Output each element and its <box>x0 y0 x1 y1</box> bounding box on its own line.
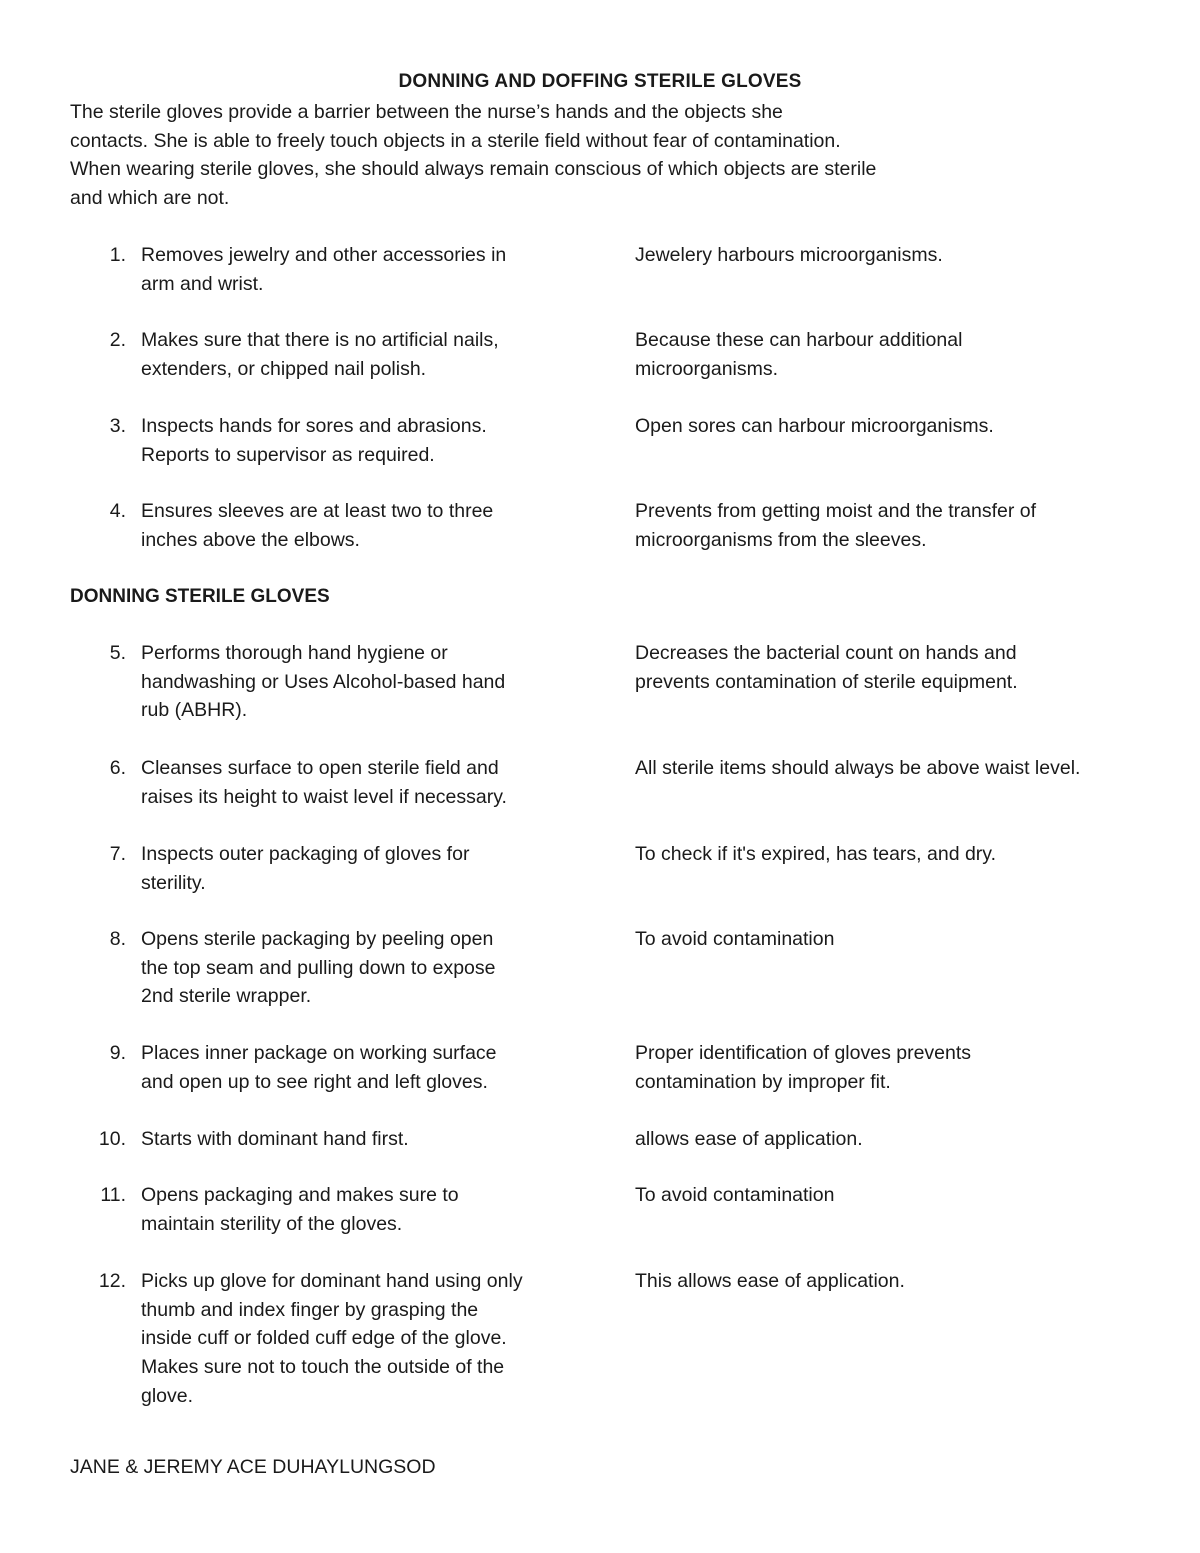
step-number: 4. <box>109 500 126 522</box>
step-description: Opens sterile packaging by peeling open the top seam and pulling down to expose 2nd sterile wrapper. <box>141 928 496 1008</box>
step-description: Inspects hands for sores and abrasions. Reports to supervisor as required. <box>141 415 487 466</box>
step-number: 3. <box>109 415 126 437</box>
step-rationale: Jewelery harbours microorganisms. <box>635 244 943 266</box>
step-description: Removes jewelry and other accessories in arm and wrist. <box>141 244 507 295</box>
step-number: 6. <box>109 757 126 779</box>
step-number: 10. <box>98 1128 126 1150</box>
step-description: Opens packaging and makes sure to maintain sterility of the gloves. <box>141 1184 459 1235</box>
step-description: Ensures sleeves are at least two to three inches above the elbows. <box>141 500 494 551</box>
step-rationale: To check if it's expired, has tears, and dry. <box>635 843 997 865</box>
footer-author: JANE & JEREMY ACE DUHAYLUNGSOD <box>70 1456 436 1478</box>
document-title: DONNING AND DOFFING STERILE GLOVES <box>398 71 802 92</box>
step-number: 1. <box>109 244 126 266</box>
step-rationale: Decreases the bacterial count on hands and prevents contamination of sterile equipment. <box>635 642 1018 693</box>
step-description: Inspects outer packaging of gloves for sterility. <box>141 843 470 894</box>
intro-paragraph <box>70 98 1070 212</box>
step-number: 12. <box>98 1270 126 1292</box>
intro-line: contacts. She is able to freely touch objects in a sterile field without fear of contamination. <box>70 129 841 152</box>
step-rationale: This allows ease of application. <box>635 1270 905 1292</box>
step-rationale: allows ease of application. <box>635 1128 863 1150</box>
step-number: 9. <box>109 1042 126 1064</box>
step-number: 8. <box>109 928 126 950</box>
step-number: 2. <box>109 329 126 351</box>
step-rationale: Prevents from getting moist and the transfer of microorganisms from the sleeves. <box>635 500 1037 551</box>
section-heading-donning: DONNING STERILE GLOVES <box>70 586 330 607</box>
step-number: 11. <box>100 1184 126 1206</box>
step-description: Cleanses surface to open sterile field and raises its height to waist level if necessary. <box>141 757 507 808</box>
step-rationale: Because these can harbour additional microorganisms. <box>635 329 963 380</box>
step-rationale: Open sores can harbour microorganisms. <box>635 415 994 437</box>
step-number: 5. <box>109 642 126 664</box>
intro-line: The sterile gloves provide a barrier between the nurse’s hands and the objects she <box>70 101 783 123</box>
step-number: 7. <box>109 843 126 865</box>
step-description: Starts with dominant hand first. <box>141 1128 409 1150</box>
step-description: Makes sure that there is no artificial nails, extenders, or chipped nail polish. <box>141 329 499 380</box>
step-description: Places inner package on working surface and open up to see right and left gloves. <box>141 1042 497 1093</box>
step-rationale: To avoid contamination <box>635 928 835 950</box>
step-description: Picks up glove for dominant hand using only thumb and index finger by grasping the inside cuff or folded cuff edge of the glove. Makes sure not to touch the outside of the glove. <box>141 1270 523 1407</box>
step-rationale: Proper identification of gloves prevents contamination by improper fit. <box>635 1042 972 1093</box>
intro-line: and which are not. <box>70 186 230 209</box>
intro-line: When wearing sterile gloves, she should always remain conscious of which objects are sterile <box>70 158 877 180</box>
step-description: Performs thorough hand hygiene or handwashing or Uses Alcohol-based hand rub (ABHR). <box>141 642 506 722</box>
step-rationale: To avoid contamination <box>635 1184 835 1206</box>
step-rationale: All sterile items should always be above waist level. <box>635 757 1081 779</box>
